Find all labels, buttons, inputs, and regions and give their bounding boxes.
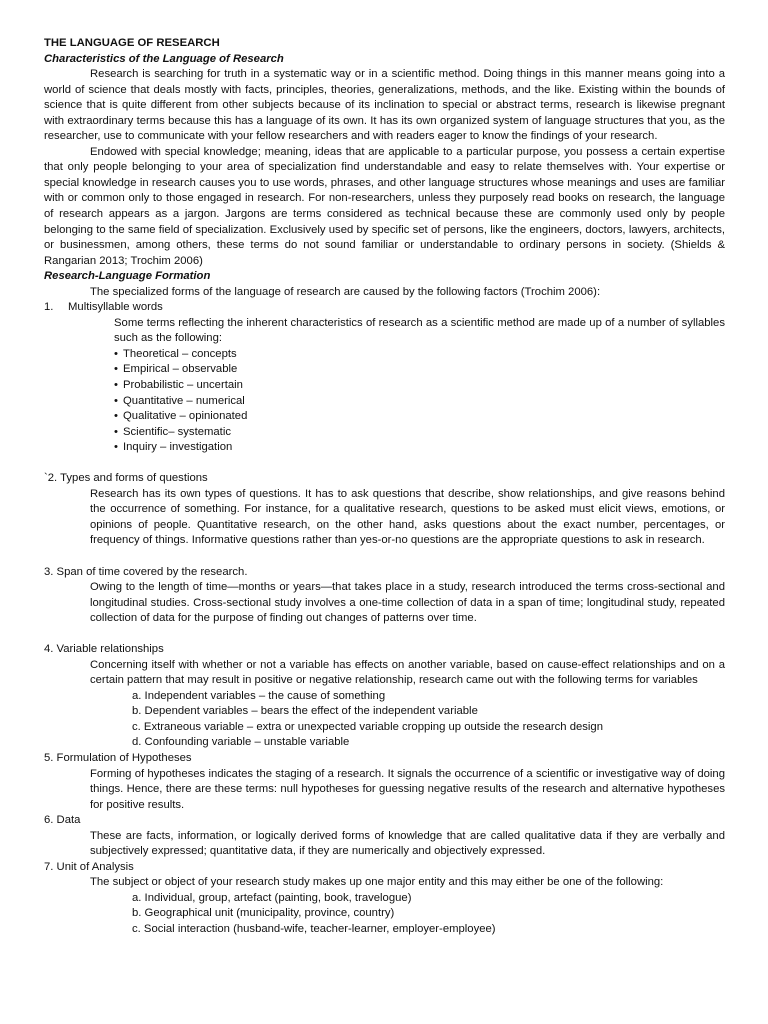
section-subtitle: Research-Language Formation (44, 270, 211, 283)
section-heading: 6. Data (44, 814, 81, 827)
section-subtitle: Characteristics of the Language of Research (44, 52, 284, 65)
section-heading: 7. Unit of Analysis (44, 860, 134, 873)
document-title: THE LANGUAGE OF RESEARCH (44, 37, 220, 49)
lettered-list (44, 891, 725, 938)
paragraph: Endowed with special knowledge; meaning, ideas that are applicable to a particular purpose, you possess a certain expertise that only people belonging to your area of specialization find understandable and easy to relate themselves with. Your expertise or special knowledge in research causes you to use words, phrases, and other language structures whose meanings and uses are familiar with or common only to those engaged in research. For non-researchers, unless they purposely read books on research, the language of research appears as a jargon. Jargons are terms considered as technical because these are commonly used only by people belonging to the same field of specialization. Exclusively used by specific set of persons, like the engineers, doctors, lawyers, architects, or businessmen, among others, these terms do not sound familiar or understandable to ordinary persons in society. (Shields & Rangarian 2013; Trochim 2006) (44, 145, 725, 267)
list-item: a. Independent variables – the cause of something (132, 689, 386, 702)
section-heading-text: Multisyllable words (68, 301, 163, 314)
list-item: a. Individual, group, artefact (painting, book, travelogue) (132, 891, 412, 904)
section-heading: 3. Span of time covered by the research. (44, 565, 248, 578)
list-item: • Scientific– systematic (114, 425, 725, 441)
section-heading: 5. Formulation of Hypotheses (44, 752, 192, 765)
lettered-list (44, 689, 725, 751)
section-body: Owing to the length of time—months or years—that takes place in a study, research introduced the terms cross-sectional and longitudinal studies. Cross-sectional study involves a one-time collection of data in a span of time; longitudinal study, repeated collection of data for the purpose of finding out changes of patterns over time. (90, 581, 725, 625)
list-item: b. Geographical unit (municipality, province, country) (132, 907, 395, 920)
document-page (44, 36, 725, 938)
section-body: Concerning itself with whether or not a variable has effects on another variable, based on cause-effect relationships and on a certain pattern that may result in positive or negative relationship, research came out with the following terms for variables (90, 658, 725, 687)
section-heading: 4. Variable relationships (44, 643, 164, 656)
list-item: • Empirical – observable (114, 362, 725, 378)
section-heading: `2. Types and forms of questions (44, 472, 208, 485)
list-item: • Inquiry – investigation (114, 440, 725, 456)
list-item: • Qualitative – opinionated (114, 409, 725, 425)
spacer (44, 549, 725, 565)
section-heading (44, 300, 725, 316)
paragraph: Research is searching for truth in a systematic way or in a scientific method. Doing things in this manner means going into a world of science that deals mostly with facts, principles, theories, generalizations, methods, and the like. Existing within the bounds of science that is quite different from other subjects because of its inclination to special or abstract terms, research is likewise pregnant with extraordinary terms because this has a language of its own. It has its own organized system of language structures that you, as the researcher, use to communicate with your fellow researchers and with readers eager to know the findings of your research. (44, 68, 725, 143)
section-number: 1. (44, 301, 54, 314)
section-body: Forming of hypotheses indicates the staging of a research. It signals the occurrence of a scientific or investigative way of doing things. Hence, there are these terms: null hypotheses for guessing negative results of the research and alternative hypotheses for positive results. (90, 767, 725, 811)
list-item: • Theoretical – concepts (114, 347, 725, 363)
list-item: d. Confounding variable – unstable variable (132, 736, 350, 749)
spacer (44, 456, 725, 472)
list-item: • Quantitative – numerical (114, 394, 725, 410)
bullet-list (44, 347, 725, 456)
list-item: • Probabilistic – uncertain (114, 378, 725, 394)
section-body: These are facts, information, or logically derived forms of knowledge that are called qualitative data if they are verbally and subjectively expressed; quantitative data, if they are numerically and objectively expressed. (90, 829, 725, 858)
list-item: c. Social interaction (husband-wife, teacher-learner, employer-employee) (132, 923, 496, 936)
list-item: b. Dependent variables – bears the effect of the independent variable (132, 705, 478, 718)
section-body: Research has its own types of questions. It has to ask questions that describe, show relationships, and give reasons behind the occurrence of something. For instance, for a qualitative research, questions to be asked must elicit views, emotions, or opinions of people. Quantitative research, on the other hand, asks questions about the exact number, percentages, or frequency of things. Informative questions rather than yes-or-no questions are the appropriate questions to ask in research. (90, 487, 725, 547)
paragraph: The specialized forms of the language of research are caused by the following factors (Trochim 2006): (90, 285, 601, 298)
spacer (44, 627, 725, 643)
section-body: The subject or object of your research study makes up one major entity and this may either be one of the following: (90, 876, 664, 889)
section-body: Some terms reflecting the inherent characteristics of research as a scientific method are made up of a number of syllables such as the following: (114, 316, 725, 345)
list-item: c. Extraneous variable – extra or unexpected variable cropping up outside the research design (132, 720, 603, 733)
